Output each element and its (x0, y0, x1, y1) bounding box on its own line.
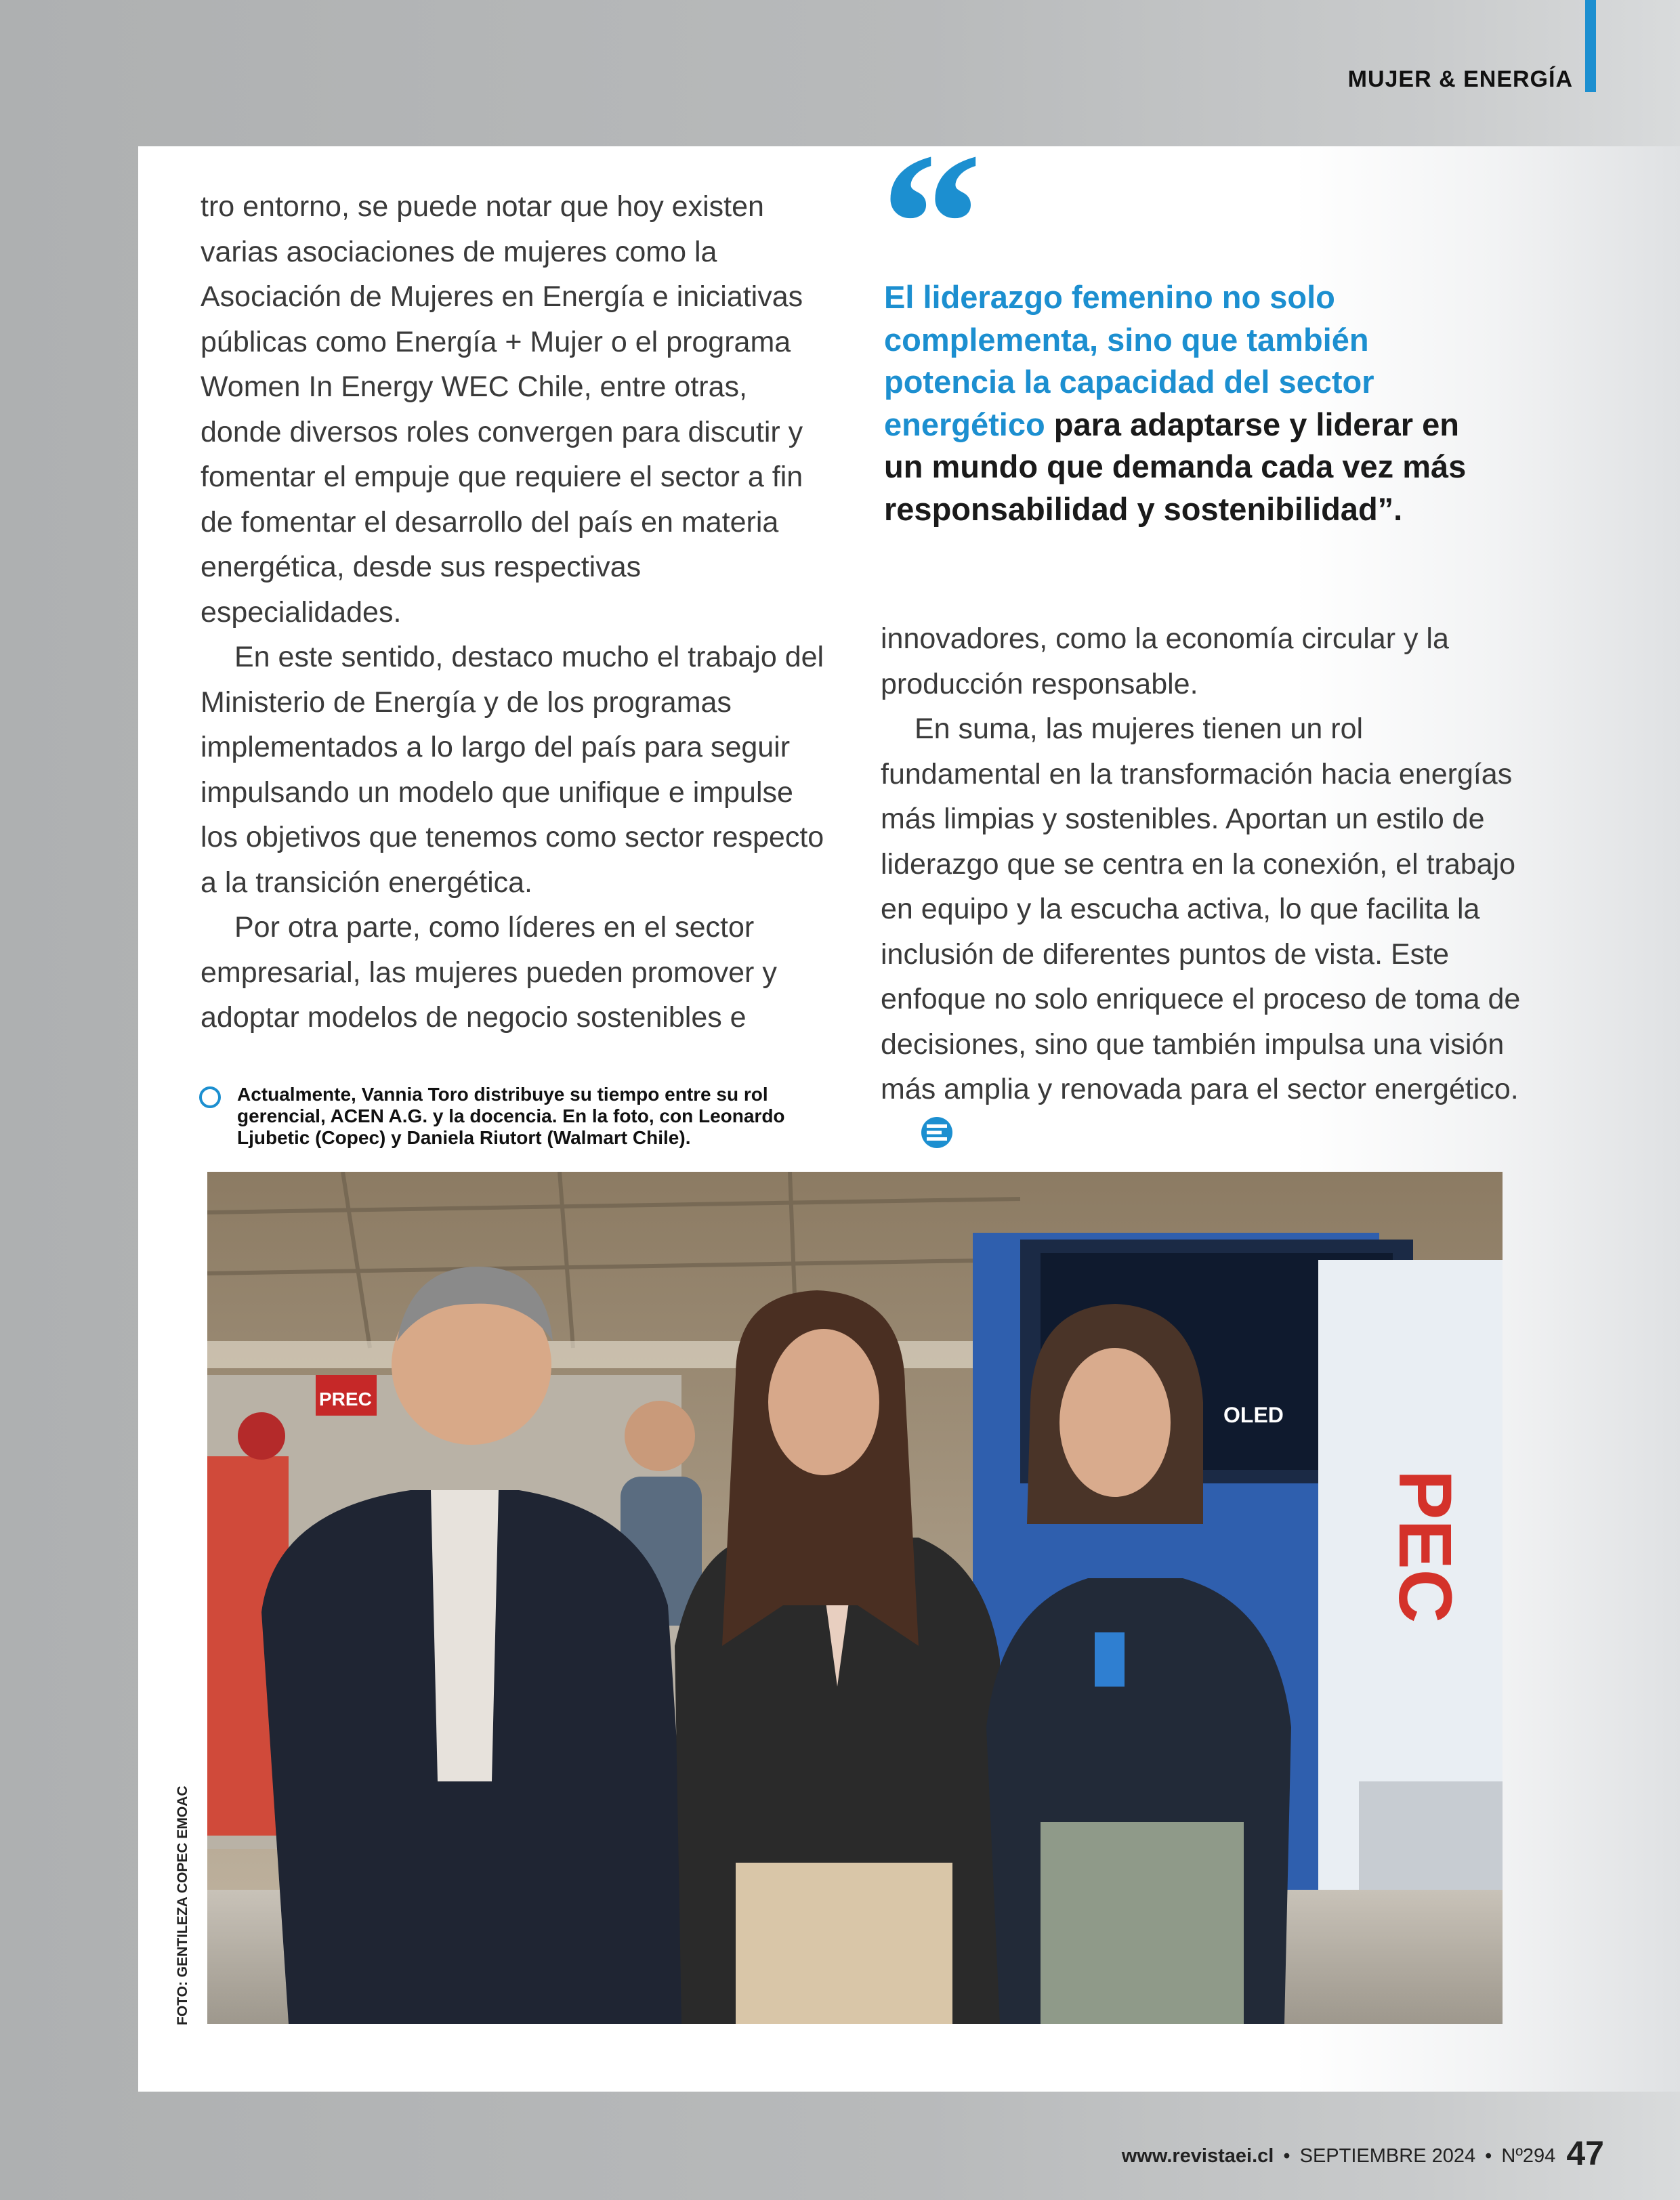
paragraph: Por otra parte, como líderes en el sector empresarial, las mujeres pueden promover y adoptar modelos de negocio sostenibles e (201, 911, 777, 1034)
paragraph: tro entorno, se puede notar que hoy existen varias asociaciones de mujeres como la Asociación de Mujeres en Energía e iniciativas públicas como Energía + Mujer o el programa Women In Energy WEC Chile, entre otras, donde diversos roles convergen para discutir y fomentar el empuje que requiere el sector a fin de fomentar el desarrollo del país en materia energética, desde sus respectivas especialidades. (201, 190, 803, 629)
quote-mark-icon: “ (881, 111, 982, 336)
tv-label: OLED (1223, 1403, 1284, 1427)
paragraph: En este sentido, destaco mucho el trabajo del Ministerio de Energía y de los programas implementados a lo largo del país para seguir impulsando un modelo que unifique e impulse los objetivos que tenemos como sector respecto a la transición energética. (201, 641, 824, 899)
paragraph (881, 706, 1531, 1157)
photo-credit: FOTO: GENTILEZA COPEC EMOAC (175, 1785, 190, 2025)
footer-url: www.revistaei.cl (1121, 2145, 1274, 2167)
footer-separator: • (1283, 2145, 1290, 2167)
page-footer (1122, 2134, 1604, 2173)
end-of-article-icon (886, 1116, 923, 1149)
article-column-right (881, 616, 1531, 1157)
article-photo (207, 1172, 1503, 2024)
caption-text: Actualmente, Vannia Toro distribuye su tiempo entre su rol gerencial, ACEN A.G. y la docencia. En la foto, con Leonardo Ljubetic (Copec) y Daniela Riutort (Walmart Chile). (237, 1084, 785, 1148)
section-label: MUJER & ENERGÍA (1347, 66, 1573, 92)
banner-text: PEC (1383, 1470, 1467, 1624)
article-column-left (201, 184, 831, 1040)
header-accent-bar (1585, 0, 1596, 92)
pull-quote (884, 276, 1494, 530)
caption-bullet-icon (199, 1086, 221, 1108)
photo-caption (199, 1084, 843, 1149)
store-sign: PREC (319, 1389, 372, 1410)
paragraph: innovadores, como la economía circular y la producción responsable. (881, 622, 1449, 700)
pull-quote-highlight: El liderazgo femenino no solo complementa, sino que también potencia la capacidad del sector energético (884, 279, 1374, 442)
footer-issue: SEPTIEMBRE 2024 (1299, 2145, 1476, 2167)
footer-number: Nº294 (1501, 2145, 1556, 2167)
pull-quote-rest: para adaptarse y liderar en un mundo que demanda cada vez más responsabilidad y sostenibilidad”. (884, 406, 1467, 527)
page-number: 47 (1566, 2134, 1604, 2172)
footer-separator: • (1485, 2145, 1492, 2167)
paragraph-text: En suma, las mujeres tienen un rol fundamental en la transformación hacia energías más limpias y sostenibles. Aportan un estilo de liderazgo que se centra en la conexión, el trabajo en equipo y la escucha activa, lo que facilita la inclusión de diferentes puntos de vista. Este enfoque no solo enriquece el proceso de toma de decisiones, sino que también impulsa una visión más amplia y renovada para el sector energético. (881, 713, 1521, 1105)
